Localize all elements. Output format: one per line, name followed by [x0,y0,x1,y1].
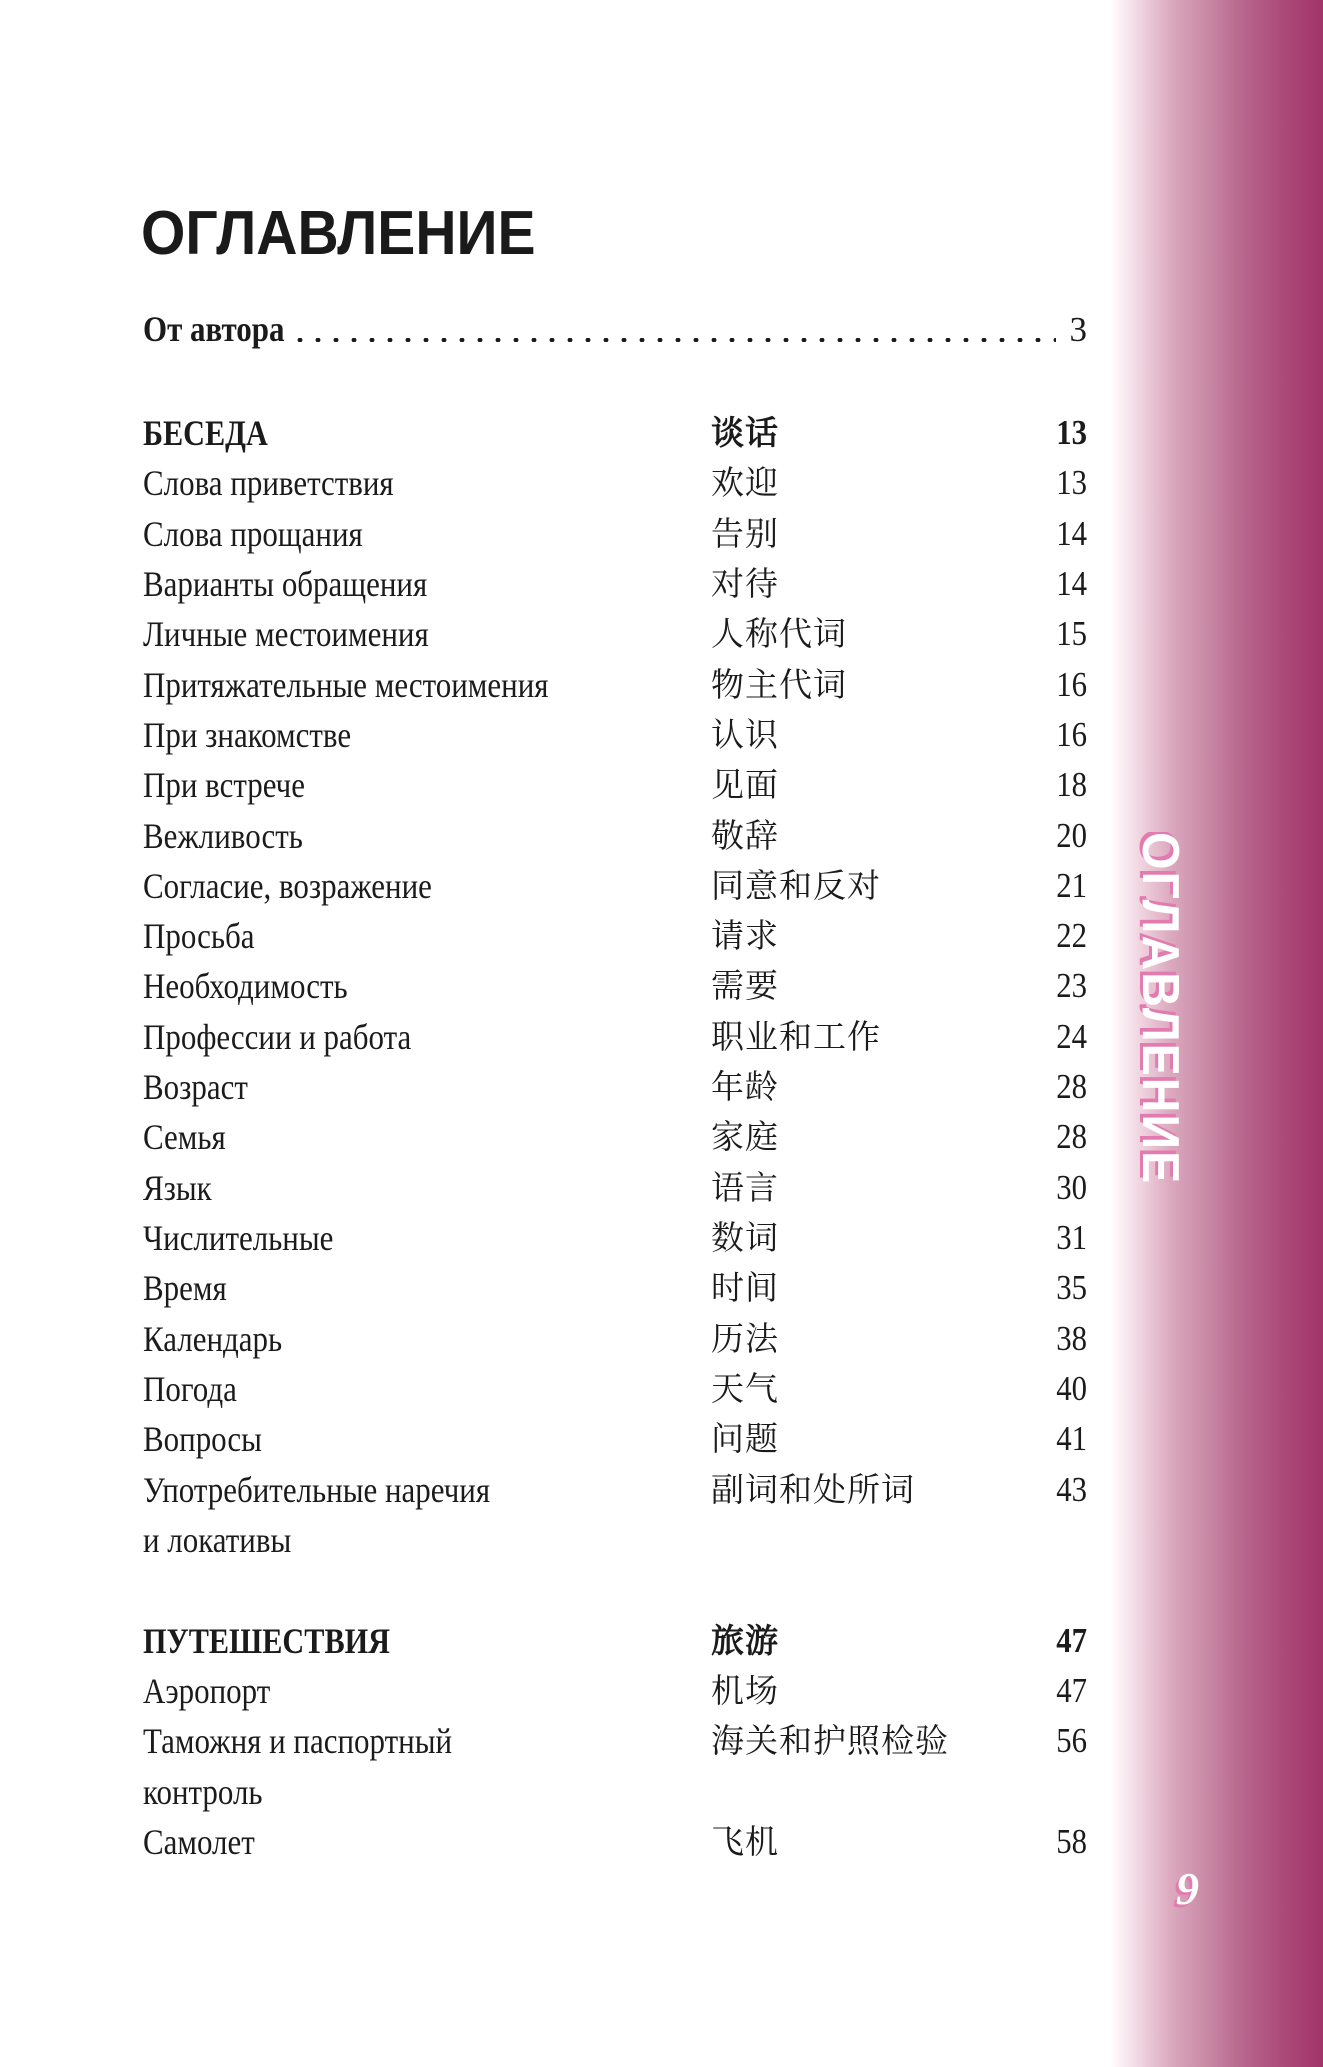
toc-entry[interactable] [143,1163,1087,1213]
toc-entry-page: 14 [1056,564,1087,603]
page-title: ОГЛАВЛЕНИЕ [141,199,536,268]
toc-entry-ru: При знакомстве [143,715,352,755]
toc-entry-zh: 敬辞 [711,816,779,855]
toc-entry-ru: Возраст [143,1067,248,1107]
toc-entry-zh: 职业和工作 [711,1017,881,1056]
toc-entry-zh: 年龄 [711,1067,779,1106]
toc-entry[interactable] [143,1716,1087,1766]
toc-entry-zh: 物主代词 [711,665,847,704]
page-number: 9 [1176,1863,1199,1914]
toc-entry-ru: Погода [143,1369,237,1409]
toc-entry-ru: При встрече [143,765,306,805]
toc-entry[interactable] [143,911,1087,961]
toc-entry-page: 14 [1056,514,1087,553]
toc-entry-page: 15 [1056,614,1087,653]
toc-entry-page: 38 [1056,1319,1087,1358]
toc-section-title-zh: 谈话 [711,413,779,452]
toc-entry-page: 41 [1056,1419,1087,1458]
toc-entry-page: 20 [1056,816,1087,855]
toc-entry-continuation[interactable] [143,1515,1087,1565]
toc-section-page: 47 [1056,1621,1087,1660]
toc-entry-zh: 同意和反对 [711,866,881,905]
toc-entry-page: 18 [1056,765,1087,804]
toc-entry-ru: Необходимость [143,966,348,1006]
toc-entry-ru: Просьба [143,916,255,956]
toc-entry-ru: Вежливость [143,816,303,856]
toc-entry-author[interactable] [143,306,1087,352]
side-band [1110,0,1323,2067]
toc-entry-ru: Личные местоимения [143,614,429,654]
toc-entry-ru-line2: контроль [143,1772,263,1812]
toc-entry-ru: Семья [143,1117,226,1157]
toc-entry-page: 58 [1056,1822,1087,1861]
side-chapter-title: ОГЛАВЛЕНИЕ [1131,832,1189,1186]
toc-entry-zh: 数词 [711,1218,779,1257]
toc-entry-ru: Время [143,1268,227,1308]
toc-entry[interactable] [143,1364,1087,1414]
toc-section-title-zh: 旅游 [711,1621,779,1660]
toc-entry-page: 31 [1056,1218,1087,1257]
toc-entry-zh: 认识 [711,715,779,754]
toc-entry-zh: 机场 [711,1671,779,1710]
toc-entry-ru: Числительные [143,1218,334,1258]
toc-entry-page: 28 [1056,1117,1087,1156]
toc-entry-ru: Варианты обращения [143,564,428,604]
toc-entry-label: От автора [143,309,285,349]
toc-entry[interactable] [143,1012,1087,1062]
toc-entry[interactable] [143,710,1087,760]
toc-section-title-ru: БЕСЕДА [143,413,268,453]
toc-entry-zh: 问题 [711,1419,779,1458]
toc-entry[interactable] [143,1213,1087,1263]
toc-entry-zh: 欢迎 [711,463,779,502]
toc-entry-zh: 海关和护照检验 [711,1721,949,1760]
toc-entry-zh: 见面 [711,765,779,804]
toc-entry[interactable] [143,1263,1087,1313]
toc-entry[interactable] [143,509,1087,559]
toc-entry-page: 56 [1056,1721,1087,1760]
toc-entry-ru: Слова приветствия [143,463,394,503]
toc-entry-page: 30 [1056,1168,1087,1207]
toc-entry-ru: Самолет [143,1822,255,1862]
toc-entry-page: 21 [1056,866,1087,905]
toc-entry[interactable] [143,961,1087,1011]
toc-entry[interactable] [143,1112,1087,1162]
toc-entry-ru: Согласие, возражение [143,866,432,906]
toc-entry[interactable] [143,1465,1087,1515]
toc-section-heading[interactable] [143,1616,1087,1666]
toc-entry-ru: Календарь [143,1319,283,1359]
toc-entry-zh: 对待 [711,564,779,603]
toc-entry-ru: Вопросы [143,1419,262,1459]
toc-entry-page: 16 [1056,715,1087,754]
toc-entry-page: 24 [1056,1017,1087,1056]
toc-entry-ru: Аэропорт [143,1671,271,1711]
toc-entry-ru: Притяжательные местоимения [143,665,549,705]
toc-entry[interactable] [143,559,1087,609]
toc-entry-page: 22 [1056,916,1087,955]
toc-entry[interactable] [143,660,1087,710]
toc-entry[interactable] [143,1666,1087,1716]
toc-entry-page: 43 [1056,1470,1087,1509]
toc-entry-ru: Язык [143,1168,212,1208]
toc-entry[interactable] [143,1414,1087,1464]
toc-entry-zh: 需要 [711,966,779,1005]
toc-entry-ru-line2: и локативы [143,1520,292,1560]
toc-entry-ru: Употребительные наречия [143,1470,491,1510]
toc-entry-zh: 天气 [711,1369,779,1408]
toc-entry-zh: 语言 [711,1168,779,1207]
toc-entry-page: 23 [1056,966,1087,1005]
toc-entry-zh: 请求 [711,916,779,955]
toc-entry-page: 13 [1056,463,1087,502]
toc-entry[interactable] [143,609,1087,659]
toc-entry[interactable] [143,458,1087,508]
toc-entry-page: 40 [1056,1369,1087,1408]
toc-section-title-ru: ПУТЕШЕСТВИЯ [143,1621,390,1661]
dot-leader [291,338,1055,342]
toc-entry[interactable] [143,1062,1087,1112]
toc-entry-page: 16 [1056,665,1087,704]
toc-section-heading[interactable] [143,408,1087,458]
toc-entry-zh: 人称代词 [711,614,847,653]
toc-entry-page: 47 [1056,1671,1087,1710]
toc-entry-zh: 时间 [711,1268,779,1307]
toc-entry[interactable] [143,1817,1087,1867]
toc-entry-page: 28 [1056,1067,1087,1106]
toc-entry-zh: 告别 [711,514,779,553]
toc-entry-page: 3 [1069,310,1087,349]
toc-entry-ru: Профессии и работа [143,1017,412,1057]
toc-entry[interactable] [143,811,1087,861]
toc-section-page: 13 [1056,413,1087,452]
toc-entry-continuation[interactable] [143,1767,1087,1817]
toc-entry-ru: Слова прощания [143,514,363,554]
toc-entry[interactable] [143,861,1087,911]
toc-entry-zh: 副词和处所词 [711,1470,915,1509]
toc-entry[interactable] [143,760,1087,810]
toc-entry-page: 35 [1056,1268,1087,1307]
toc-entry-zh: 飞机 [711,1822,779,1861]
toc-entry-zh: 历法 [711,1319,779,1358]
toc-entry-ru: Таможня и паспортный [143,1721,453,1761]
toc-entry-zh: 家庭 [711,1117,779,1156]
toc-entry[interactable] [143,1314,1087,1364]
